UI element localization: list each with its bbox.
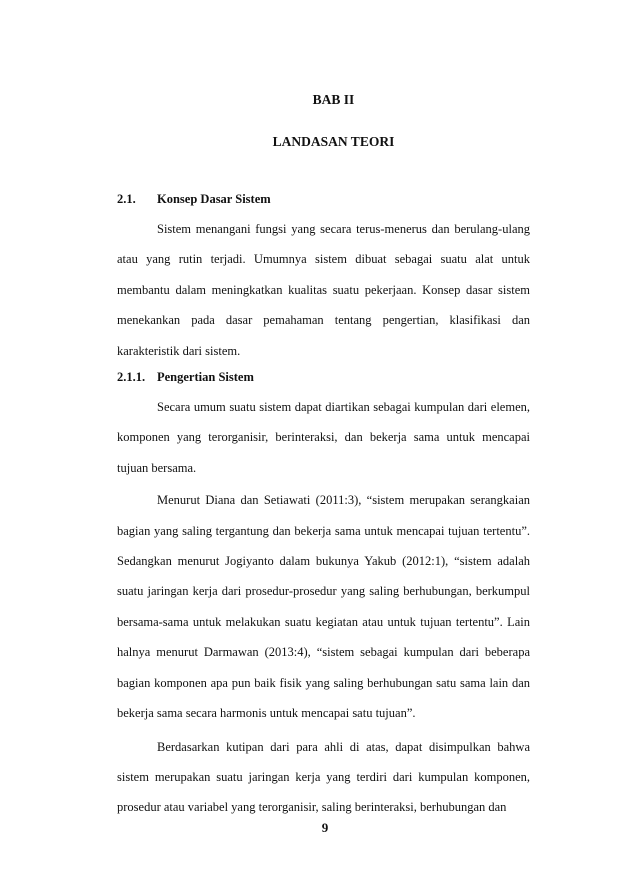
section-number: 2.1.1. (117, 370, 146, 385)
paragraph-pengertian-2: Menurut Diana dan Setiawati (2011:3), “sistem merupakan serangkaian bagian yang saling tergantung dan bekerja sama untuk mencapai tujuan tertentu”. Sedangkan menurut Jogiyanto dalam bukunya Yakub (2012:1), “sistem adalah suatu jaringan kerja dari prosedur-prosedur yang saling berhubungan, berkumpul bersama-sama untuk melakukan suatu kegiatan atau untuk tujuan tertentu”. Lain halnya menurut Darmawan (2013:4), “sistem sebagai kumpulan dari beberapa bagian komponen apa pun baik fisik yang saling berhubungan satu sama lain dan bekerja sama secara harmonis untuk mencapai satu tujuan”. (117, 493, 530, 721)
page-number: 9 (321, 820, 329, 835)
paragraph-pengertian-3: Berdasarkan kutipan dari para ahli di atas, dapat disimpulkan bahwa sistem merupakan suatu jaringan kerja yang terdiri dari kumpulan komponen, prosedur atau variabel yang terorganisir, saling berinteraksi, berhubungan dan (117, 739, 530, 815)
section-heading-2-1-1 (117, 366, 530, 388)
chapter-heading: BAB II (312, 92, 355, 107)
section-heading-2-1 (117, 188, 530, 210)
section-number: 2.1. (117, 192, 136, 206)
page-content (117, 89, 530, 823)
paragraph-pengertian-1: Secara umum suatu sistem dapat diartikan sebagai kumpulan dari elemen, komponen yang terorganisir, berinteraksi, dan bekerja sama untuk mencapai tujuan bersama. (117, 400, 530, 475)
section-title: Konsep Dasar Sistem (157, 192, 271, 206)
section-title: Pengertian Sistem (157, 370, 254, 385)
paragraph-konsep-dasar: Sistem menangani fungsi yang secara terus-menerus dan berulang-ulang atau yang rutin terjadi. Umumnya sistem dibuat sebagai suatu alat untuk membantu dalam meningkatkan kualitas suatu pekerjaan. Konsep dasar sistem menekankan pada dasar pemahaman tentang pengertian, klasifikasi dan karakteristik dari sistem. (117, 222, 530, 358)
chapter-title: LANDASAN TEORI (272, 134, 395, 149)
